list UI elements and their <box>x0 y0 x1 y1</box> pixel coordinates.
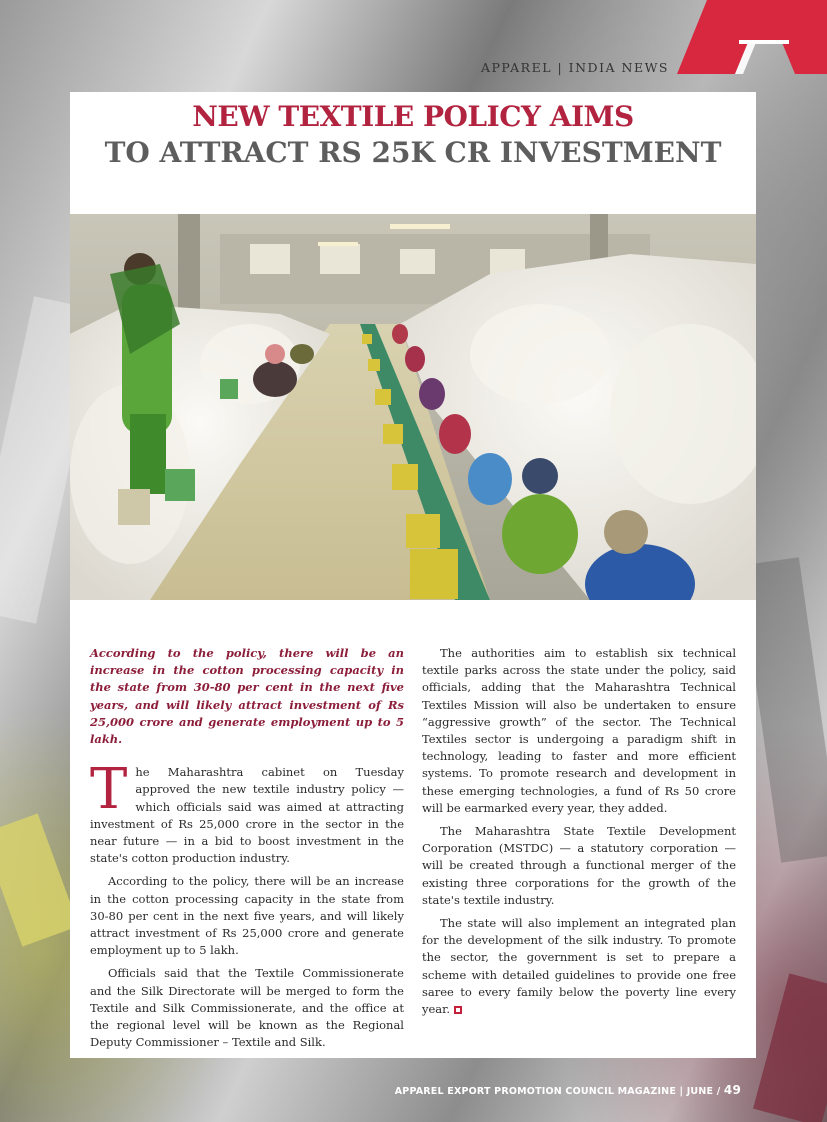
paragraph-5: The Maharashtra State Textile Development Corporation (MSTDC) — a statutory corporation — will be created through a functional merger of the existing three corporations for the growth of the state's textile industry. <box>422 824 736 907</box>
article-column-right <box>422 645 736 1024</box>
background-stroke-yellow <box>0 813 79 946</box>
page-footer <box>395 1083 741 1097</box>
section-label: APPAREL | INDIA NEWS <box>480 60 669 75</box>
magazine-logo-icon <box>677 0 827 74</box>
paragraph-3: Officials said that the Textile Commissionerate and the Silk Directorate will be merged to form the Textile and Silk Commissionerate, and the office at the regional level will be known as the Regional Deputy Commissioner – Textile and Silk. <box>90 966 404 1050</box>
article-lede: According to the policy, there will be an increase in the cotton processing capacity in the state from 30-80 per cent in the next five years, and will likely attract investment of Rs 25,000 crore and generate employment up to 5 lakh. <box>90 646 404 747</box>
paragraph-4: The authorities aim to establish six technical textile parks across the state under the policy, said officials, adding that the Maharashtra Technical Textiles Mission will also be undertaken to ensure “aggressive growth” of the sector. The Technical Textiles sector is undergoing a paradigm shift in technology, leading to faster and more efficient systems. To promote research and development in these emerging technologies, a fund of Rs 50 crore will be earmarked every year, they added. <box>422 646 736 815</box>
page-number: 49 <box>723 1083 741 1097</box>
end-mark-icon <box>454 1006 462 1014</box>
paragraph-1-text: he Maharashtra cabinet on Tuesday approved the new textile industry policy — which officials said was aimed at attracting investment of Rs 25,000 crore in the sector in the near future — in a bid to boost investment in the state's cotton production industry. <box>90 765 404 866</box>
cotton-processing-photo <box>70 214 756 600</box>
article-column-left <box>90 645 404 1057</box>
paragraph-6-text: The state will also implement an integrated plan for the development of the silk industry. To promote the sector, the government is set to prepare a scheme with detailed guidelines to provide one free saree to every family below the poverty line every year. <box>422 916 736 1017</box>
background-stroke-maroon <box>753 973 827 1122</box>
headline-line-1: NEW TEXTILE POLICY AIMS <box>192 100 634 133</box>
paragraph-1 <box>90 757 404 867</box>
headline-line-2: TO ATTRACT RS 25K CR INVESTMENT <box>104 136 722 169</box>
paragraph-2: According to the policy, there will be an increase in the cotton processing capacity in the state from 30-80 per cent in the next five years, and will likely attract investment of Rs 25,000 crore and generate employment up to 5 lakh. <box>90 874 404 958</box>
footer-text: APPAREL EXPORT PROMOTION COUNCIL MAGAZINE | JUNE / <box>394 1086 724 1097</box>
article-card <box>70 92 756 1058</box>
drop-cap: T <box>90 757 128 823</box>
paragraph-6 <box>422 915 736 1018</box>
